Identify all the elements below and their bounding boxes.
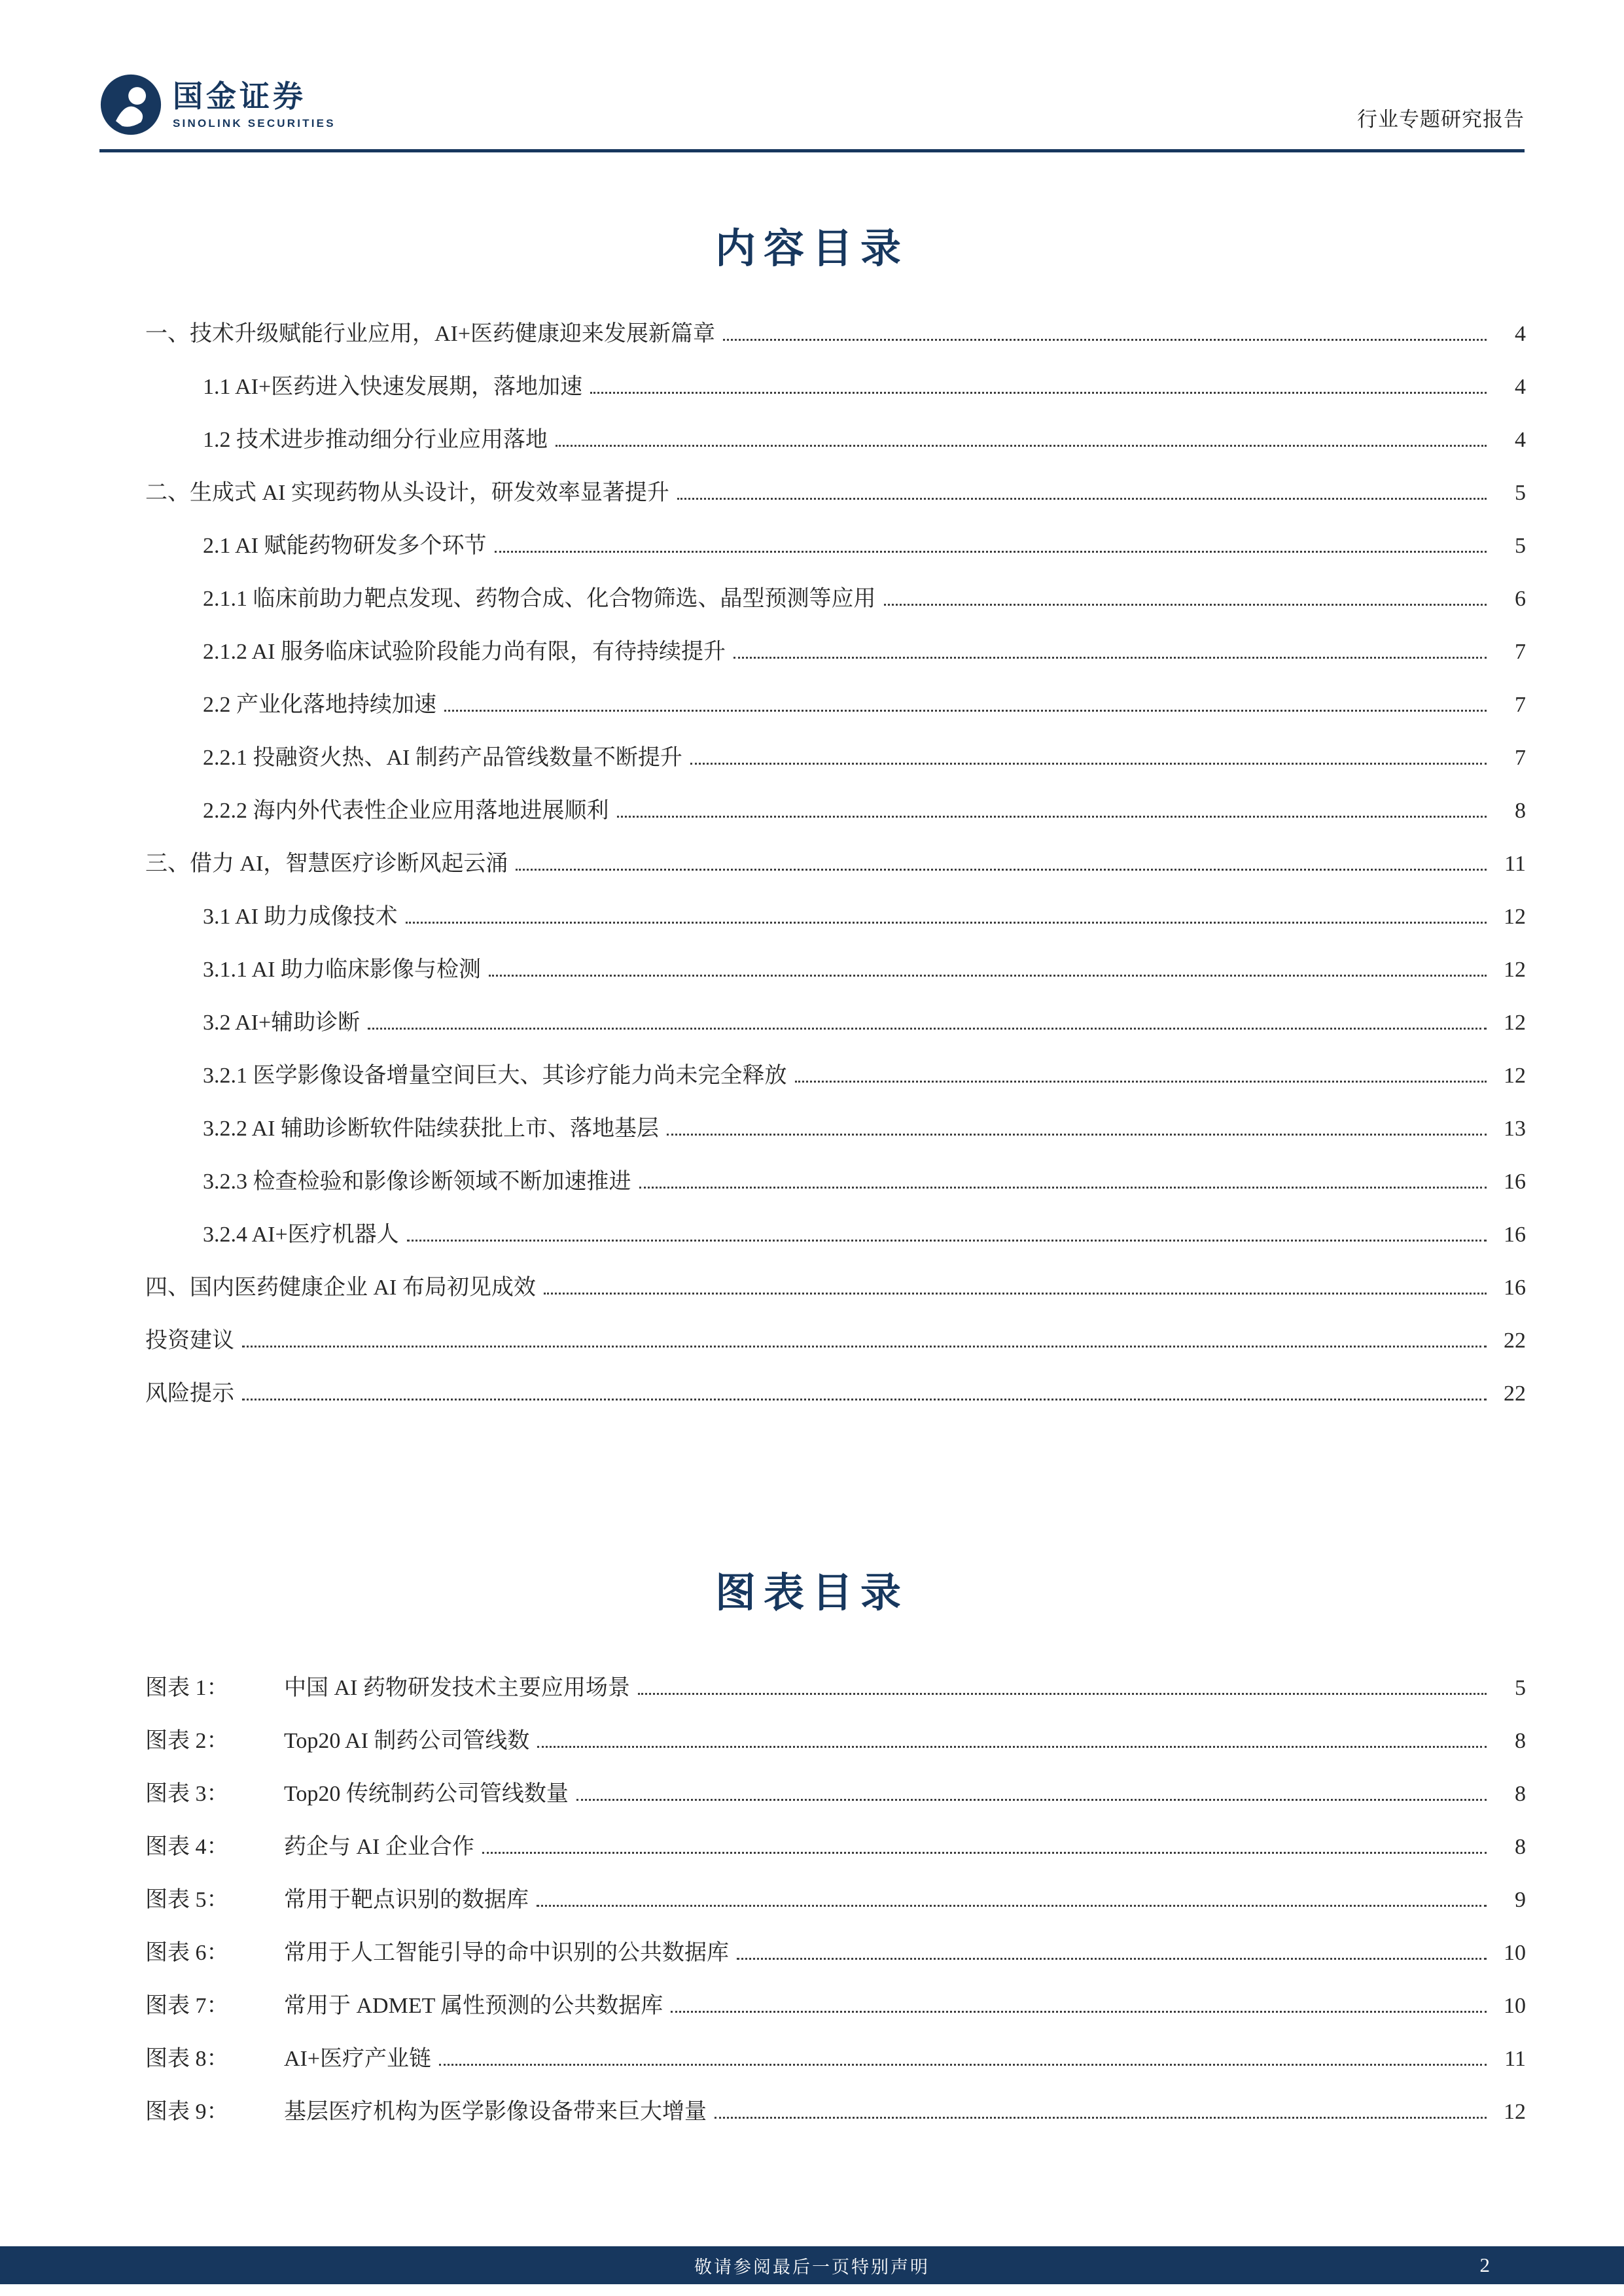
toc-entry-label: 3.2.4 AI+医疗机器人 — [203, 1223, 399, 1247]
toc-entry-page: 4 — [1515, 428, 1526, 452]
toc-entry-page: 7 — [1515, 746, 1526, 770]
figure-entry-number: 图表 3： — [145, 1782, 229, 1806]
dotted-leader — [639, 1187, 1487, 1189]
toc-entry[interactable] — [99, 519, 1526, 572]
figure-entry-page: 10 — [1504, 1941, 1526, 1965]
toc-entry-label: 3.1.1 AI 助力临床影像与检测 — [203, 958, 481, 982]
toc-entry-page: 22 — [1504, 1382, 1526, 1406]
figure-entry[interactable] — [99, 2032, 1526, 2085]
toc-entry-label: 四、国内医药健康企业 AI 布局初见成效 — [145, 1276, 536, 1300]
dotted-leader — [617, 816, 1487, 818]
dotted-leader — [723, 339, 1487, 341]
toc-entry-label: 1.2 技术进步推动细分行业应用落地 — [203, 428, 548, 452]
brand — [99, 73, 336, 136]
figure-entry-page: 8 — [1515, 1729, 1526, 1753]
toc-entry-label: 一、技术升级赋能行业应用，AI+医药健康迎来发展新篇章 — [145, 322, 716, 346]
dotted-leader — [537, 1905, 1487, 1907]
figure-entry-page: 12 — [1504, 2100, 1526, 2124]
dotted-leader — [482, 1852, 1487, 1854]
toc-entry-label: 二、生成式 AI 实现药物从头设计，研发效率显著提升 — [145, 481, 669, 505]
figure-entry-label: 常用于人工智能引导的命中识别的公共数据库 — [284, 1941, 729, 1965]
toc-entry-label: 2.1 AI 赋能药物研发多个环节 — [203, 534, 487, 558]
figure-entry-page: 11 — [1504, 2047, 1526, 2071]
report-type-label: 行业专题研究报告 — [1357, 108, 1525, 131]
toc-entry-label: 风险提示 — [145, 1382, 234, 1406]
toc-entry-page: 7 — [1515, 693, 1526, 717]
dotted-leader — [884, 604, 1487, 606]
figure-entry-page: 9 — [1515, 1888, 1526, 1912]
toc-entry-label: 2.1.2 AI 服务临床试验阶段能力尚有限，有待持续提升 — [203, 640, 726, 664]
dotted-leader — [544, 1293, 1487, 1295]
toc-entry[interactable] — [99, 943, 1526, 996]
toc-entry-label: 3.2.3 检查检验和影像诊断领域不断加速推进 — [203, 1170, 631, 1194]
figure-entry-label: 常用于 ADMET 属性预测的公共数据库 — [284, 1994, 663, 2018]
figure-entry-page: 5 — [1515, 1676, 1526, 1700]
toc-entry[interactable] — [99, 1261, 1526, 1314]
dotted-leader — [690, 763, 1487, 765]
toc-entry-label: 2.1.1 临床前助力靶点发现、药物合成、化合物筛选、晶型预测等应用 — [203, 587, 876, 611]
figure-entry-label: Top20 传统制药公司管线数量 — [284, 1782, 569, 1806]
figure-entry-label: 药企与 AI 企业合作 — [284, 1835, 474, 1859]
toc-entry-label: 3.2.2 AI 辅助诊断软件陆续获批上市、落地基层 — [203, 1117, 659, 1141]
dotted-leader — [368, 1028, 1487, 1030]
toc-list — [99, 307, 1526, 1420]
toc-entry[interactable] — [99, 890, 1526, 943]
toc-entry-page: 16 — [1504, 1223, 1526, 1247]
toc-entry-page: 22 — [1504, 1329, 1526, 1353]
dotted-leader — [795, 1081, 1487, 1083]
toc-entry-page: 12 — [1504, 958, 1526, 982]
figure-entry[interactable] — [99, 1767, 1526, 1820]
toc-entry-page: 4 — [1515, 375, 1526, 399]
header-divider — [99, 149, 1525, 152]
figures-title: 图表目录 — [715, 1571, 909, 1616]
toc-entry-label: 2.2.1 投融资火热、AI 制药产品管线数量不断提升 — [203, 746, 682, 770]
dotted-leader — [715, 2117, 1487, 2119]
toc-entry-page: 5 — [1515, 481, 1526, 505]
toc-entry[interactable] — [99, 307, 1526, 360]
toc-entry-page: 7 — [1515, 640, 1526, 664]
toc-entry[interactable] — [99, 1208, 1526, 1261]
toc-entry[interactable] — [99, 625, 1526, 678]
toc-entry-page: 6 — [1515, 587, 1526, 611]
toc-entry-page: 5 — [1515, 534, 1526, 558]
figure-entry-label: 中国 AI 药物研发技术主要应用场景 — [284, 1676, 630, 1700]
toc-title: 内容目录 — [715, 227, 909, 271]
dotted-leader — [242, 1346, 1487, 1348]
figure-entry[interactable] — [99, 1873, 1526, 1926]
toc-entry-page: 12 — [1504, 1064, 1526, 1088]
toc-entry[interactable] — [99, 1314, 1526, 1367]
dotted-leader — [242, 1399, 1487, 1400]
page-header — [99, 58, 1525, 136]
toc-entry[interactable] — [99, 572, 1526, 625]
toc-entry[interactable] — [99, 1049, 1526, 1102]
figure-entry-page: 8 — [1515, 1782, 1526, 1806]
toc-entry[interactable] — [99, 784, 1526, 837]
toc-entry[interactable] — [99, 837, 1526, 890]
dotted-leader — [556, 445, 1487, 447]
figure-entry-number: 图表 9： — [145, 2100, 229, 2124]
figure-entry-label: 基层医疗机构为医学影像设备带来巨大增量 — [284, 2100, 707, 2124]
figure-entry[interactable] — [99, 1820, 1526, 1873]
dotted-leader — [439, 2064, 1487, 2066]
toc-entry[interactable] — [99, 678, 1526, 731]
toc-entry-page: 16 — [1504, 1276, 1526, 1300]
dotted-leader — [667, 1134, 1487, 1136]
figure-entry-label: 常用于靶点识别的数据库 — [284, 1888, 529, 1912]
dotted-leader — [489, 975, 1487, 977]
toc-entry-page: 4 — [1515, 322, 1526, 346]
dotted-leader — [537, 1746, 1487, 1748]
dotted-leader — [495, 551, 1487, 553]
figure-entry-number: 图表 1： — [145, 1676, 229, 1700]
footer-disclaimer: 敬请参阅最后一页特别声明 — [694, 2257, 930, 2277]
figure-entry-label: Top20 AI 制药公司管线数 — [284, 1729, 530, 1753]
dotted-leader — [671, 2011, 1487, 2013]
toc-entry-label: 3.2.1 医学影像设备增量空间巨大、其诊疗能力尚未完全释放 — [203, 1064, 787, 1088]
toc-entry-label: 3.2 AI+辅助诊断 — [203, 1011, 361, 1035]
dotted-leader — [733, 657, 1487, 659]
dotted-leader — [590, 392, 1487, 394]
dotted-leader — [677, 498, 1487, 500]
figure-entry-page: 10 — [1504, 1994, 1526, 2018]
toc-entry[interactable] — [99, 731, 1526, 784]
page-number: 2 — [1479, 2253, 1490, 2276]
figure-entry[interactable] — [99, 1926, 1526, 1979]
figure-entry[interactable] — [99, 1979, 1526, 2032]
toc-entry[interactable] — [99, 1367, 1526, 1420]
brand-name-en: SINOLINK SECURITIES — [173, 117, 336, 130]
figure-entry[interactable] — [99, 1661, 1526, 1714]
dotted-leader — [516, 869, 1487, 871]
sinolink-logo-icon — [99, 73, 162, 136]
page-footer — [0, 2246, 1624, 2284]
toc-entry[interactable] — [99, 466, 1526, 519]
toc-entry-label: 1.1 AI+医药进入快速发展期，落地加速 — [203, 375, 583, 399]
dotted-leader — [444, 710, 1487, 712]
toc-entry[interactable] — [99, 996, 1526, 1049]
toc-entry-label: 3.1 AI 助力成像技术 — [203, 905, 398, 929]
dotted-leader — [576, 1799, 1487, 1801]
toc-entry-label: 2.2 产业化落地持续加速 — [203, 693, 436, 717]
toc-entry-label: 三、借力 AI，智慧医疗诊断风起云涌 — [145, 852, 508, 876]
figure-entry-number: 图表 5： — [145, 1888, 229, 1912]
dotted-leader — [407, 1240, 1487, 1242]
figure-entry-number: 图表 8： — [145, 2047, 229, 2071]
figure-entry-label: AI+医疗产业链 — [284, 2047, 432, 2071]
figure-entry-number: 图表 7： — [145, 1994, 229, 2018]
toc-entry[interactable] — [99, 1102, 1526, 1155]
toc-entry[interactable] — [99, 413, 1526, 466]
dotted-leader — [406, 922, 1487, 924]
figure-entry-page: 8 — [1515, 1835, 1526, 1859]
toc-entry-page: 12 — [1504, 905, 1526, 929]
dotted-leader — [737, 1958, 1487, 1960]
toc-entry-page: 16 — [1504, 1170, 1526, 1194]
figure-entry-number: 图表 4： — [145, 1835, 229, 1859]
toc-entry-label: 2.2.2 海内外代表性企业应用落地进展顺利 — [203, 799, 609, 823]
toc-entry-page: 12 — [1504, 1011, 1526, 1035]
brand-name-cn: 国金证券 — [173, 78, 306, 113]
dotted-leader — [638, 1693, 1487, 1695]
figure-entry[interactable] — [99, 1714, 1526, 1767]
figures-list — [99, 1661, 1526, 2138]
toc-entry-label: 投资建议 — [145, 1329, 234, 1353]
toc-entry[interactable] — [99, 1155, 1526, 1208]
toc-entry[interactable] — [99, 360, 1526, 413]
toc-entry-page: 8 — [1515, 799, 1526, 823]
figure-entry[interactable] — [99, 2085, 1526, 2138]
figure-entry-number: 图表 2： — [145, 1729, 229, 1753]
figure-entry-number: 图表 6： — [145, 1941, 229, 1965]
toc-entry-page: 13 — [1504, 1117, 1526, 1141]
toc-entry-page: 11 — [1504, 852, 1526, 876]
brand-text — [173, 79, 336, 131]
